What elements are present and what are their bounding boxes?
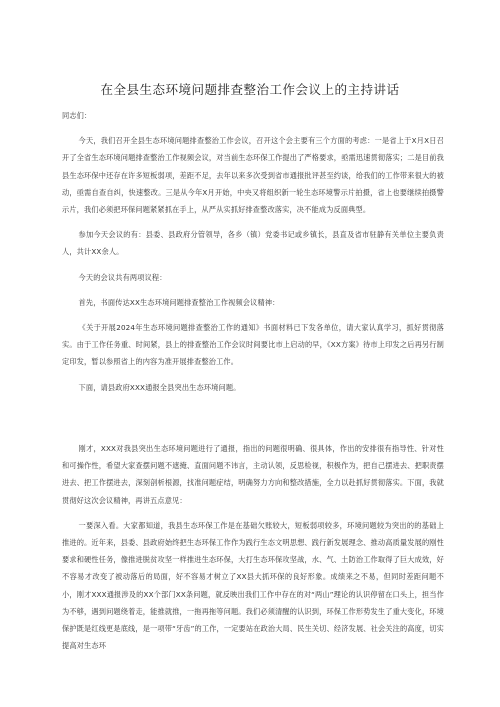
salutation: 同志们： (62, 111, 92, 120)
paragraph-7: 刚才，XXX对我县突出生态环境问题进行了通报，指出的问题很明确、很具体，作出的安排很有指导性、针对性和可操作性，希望大家查摆问题不遮掩、直面问题不讳言，主动认领，反思检视，积极作为，把自己摆进去、把职责摆进去、把工作摆进去，深刻剖析根源，找准问题症结，明确努力方向和整改措施，全力以赴抓好贯彻落实。下面，我就贯彻好这次会议精神，再讲五点意见： (62, 444, 444, 505)
paragraph-2: 参加今天会议的有：县委、县政府分管领导，各乡（镇）党委书记或乡镇长，县直及省市驻静有关单位主要负责人，共计XX余人。 (62, 230, 444, 257)
paragraph-6: 下面，请县政府XXX通报全县突出生态环境问题。 (78, 382, 241, 392)
document-body-top (62, 107, 444, 404)
paragraph-3: 今天的会议共有两项议程： (78, 272, 167, 282)
paragraph-1: 今天，我们召开全县生态环境问题排查整治工作会议，召开这个会主要有三个方面的考虑：一是省上于X月X日召开了全省生态环境问题排查整治工作视频会议，对当前生态环保工作提出了严格要求，亟需迅速贯彻落实；二是目前我县生态环保中还存在许多短板弱项，差距不足，去年以来多次受到省市通报批评甚至约谈，给我们的工作带来很大的被动，亟需自查自纠，快速整改。三是从今年X月开始，中央又将组织新一轮生态环境警示片拍摄，省上也要继续拍摄警示片，我们必须把环保问题紧紧抓在手上，从严从实抓好排查整改落实，决不能成为反面典型。 (62, 136, 444, 215)
document-title: 在全县生态环境问题排查整治工作会议上的主持讲话 (100, 82, 400, 97)
paragraph-8: 一要深入看。大家都知道，我县生态环保工作是在基础欠账较大，短板弱项较多，环境问题较为突出的的基础上推进的。近年来，县委、县政府始终把生态环保工作作为践行生态文明思想、践行新发展理念、推动高质量发展的刚性要求和硬性任务，像推进脱贫攻坚一样推进生态环保，大打生态环保攻坚战，水、气、土防治工作取得了巨大成效，好不容易才改变了被动落后的局面，好不容易才树立了XX县大抓环保的良好形象。成绩来之不易，但同时差距问题不小，刚才XXX通报涉及的XX个部门XX条问题，就反映出我们工作中存在的对“两山”理论的认识停留在口头上，担当作为不够，遇到问题绕着走，能推就推，一拖再拖等问题。我们必须清醒的认识到，环保工作形势发生了重大变化，环境保护既是红线更是底线，是一项带“牙齿”的工作，一定要站在政治大局、民生关切、经济发展、社会关注的高度，切实提高对生态环 (62, 520, 444, 651)
paragraph-5: 《关于开展2024年生态环境问题排查整治工作的通知》书面材料已下发各单位，请大家认真学习，抓好贯彻落实。由于工作任务重、时间紧，县上的排查整治工作会议时间要比市上启动的早，《XX方案》待市上印发之后再另行制定印发，暂以参照省上的内容为准开展排查整治工作。 (62, 323, 444, 367)
document-body-bottom (62, 440, 444, 662)
paragraph-4: 首先，书面传达XX生态环境问题排查整治工作视频会议精神： (78, 297, 280, 307)
